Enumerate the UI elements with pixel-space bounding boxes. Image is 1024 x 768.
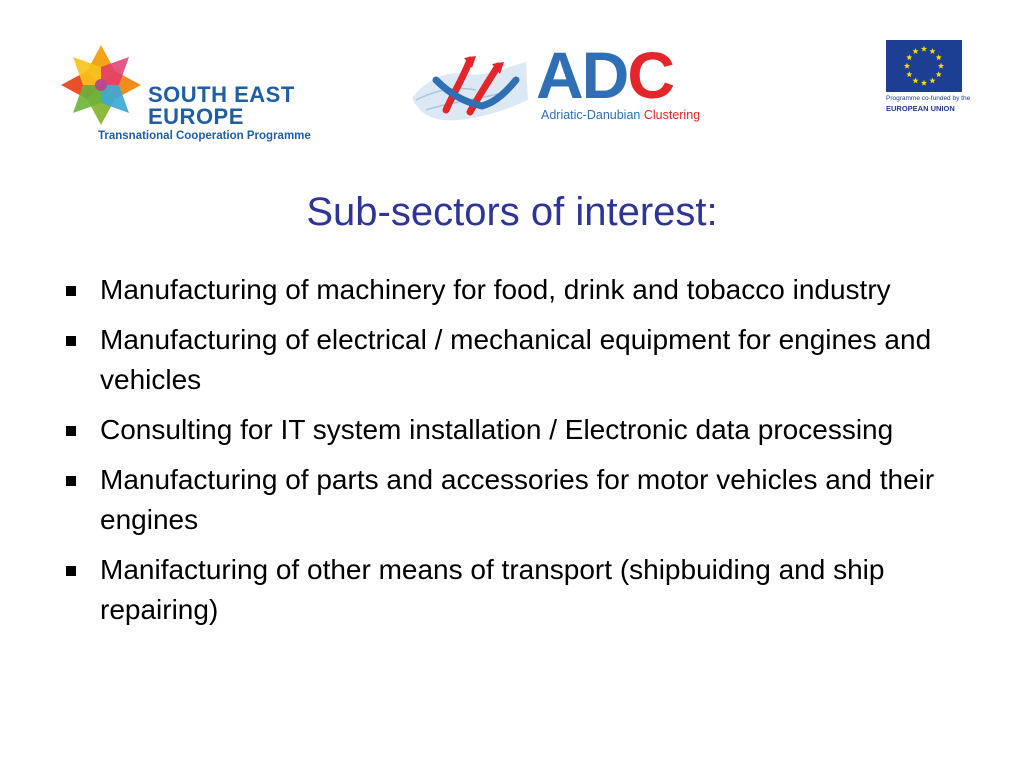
eu-star-icon xyxy=(912,78,918,84)
eu-caption-line-1: Programme co-funded by the xyxy=(886,95,971,102)
bullet-text: Manifacturing of other means of transport (shipbuiding and ship repairing) xyxy=(100,554,885,625)
bullet-item xyxy=(62,320,962,400)
bullet-text: Manufacturing of machinery for food, drink and tobacco industry xyxy=(100,274,891,305)
bullet-item xyxy=(62,550,962,630)
bullet-text: Manufacturing of electrical / mechanical equipment for engines and vehicles xyxy=(100,324,932,395)
eu-star-icon xyxy=(936,71,942,77)
south-east-europe-logo xyxy=(58,42,318,150)
eu-star-icon xyxy=(938,63,944,69)
square-bullet-icon xyxy=(66,286,76,296)
slide-title: Sub-sectors of interest: xyxy=(306,190,718,234)
eu-star-icon xyxy=(921,46,927,52)
eu-stars-icon xyxy=(886,40,962,92)
bullet-list xyxy=(62,270,962,640)
see-logo-line-1: SOUTH EAST xyxy=(148,82,295,107)
eu-flag xyxy=(886,40,962,92)
eu-star-icon xyxy=(929,48,935,54)
bullet-item xyxy=(62,270,962,310)
square-bullet-icon xyxy=(66,566,76,576)
logo-bar xyxy=(0,0,1024,160)
eu-star-icon xyxy=(904,63,910,69)
eu-star-icon xyxy=(936,54,942,60)
bullet-item xyxy=(62,410,962,450)
adc-letter-c: C xyxy=(627,38,674,112)
adc-subtitle-red: Clustering xyxy=(643,108,701,122)
see-logo-line-3: Transnational Cooperation Programme xyxy=(98,130,311,142)
adc-letter-d: D xyxy=(581,38,628,112)
eu-star-icon xyxy=(906,71,912,77)
bullet-text: Consulting for IT system installation / Electronic data processing xyxy=(100,414,894,445)
eu-star-icon xyxy=(921,80,927,86)
eu-star-icon xyxy=(912,48,918,54)
adc-subtitle-blue: Adriatic-Danubian xyxy=(541,108,644,122)
eu-star-icon xyxy=(906,54,912,60)
adc-letter-a: A xyxy=(536,38,582,112)
eu-star-icon xyxy=(929,78,935,84)
see-logo-line-2: EUROPE xyxy=(148,104,244,129)
eu-caption-line-2: EUROPEAN UNION xyxy=(886,104,955,113)
adc-map-emblem-icon xyxy=(406,40,536,130)
adc-logo xyxy=(406,38,701,130)
bullet-text: Manufacturing of parts and accessories for motor vehicles and their engines xyxy=(100,464,935,535)
adc-subtitle xyxy=(541,108,700,122)
see-flower-emblem-icon xyxy=(58,42,144,128)
square-bullet-icon xyxy=(66,426,76,436)
bullet-item xyxy=(62,460,962,540)
european-union-logo xyxy=(884,40,971,114)
square-bullet-icon xyxy=(66,476,76,486)
adc-wordmark xyxy=(536,38,674,112)
square-bullet-icon xyxy=(66,336,76,346)
